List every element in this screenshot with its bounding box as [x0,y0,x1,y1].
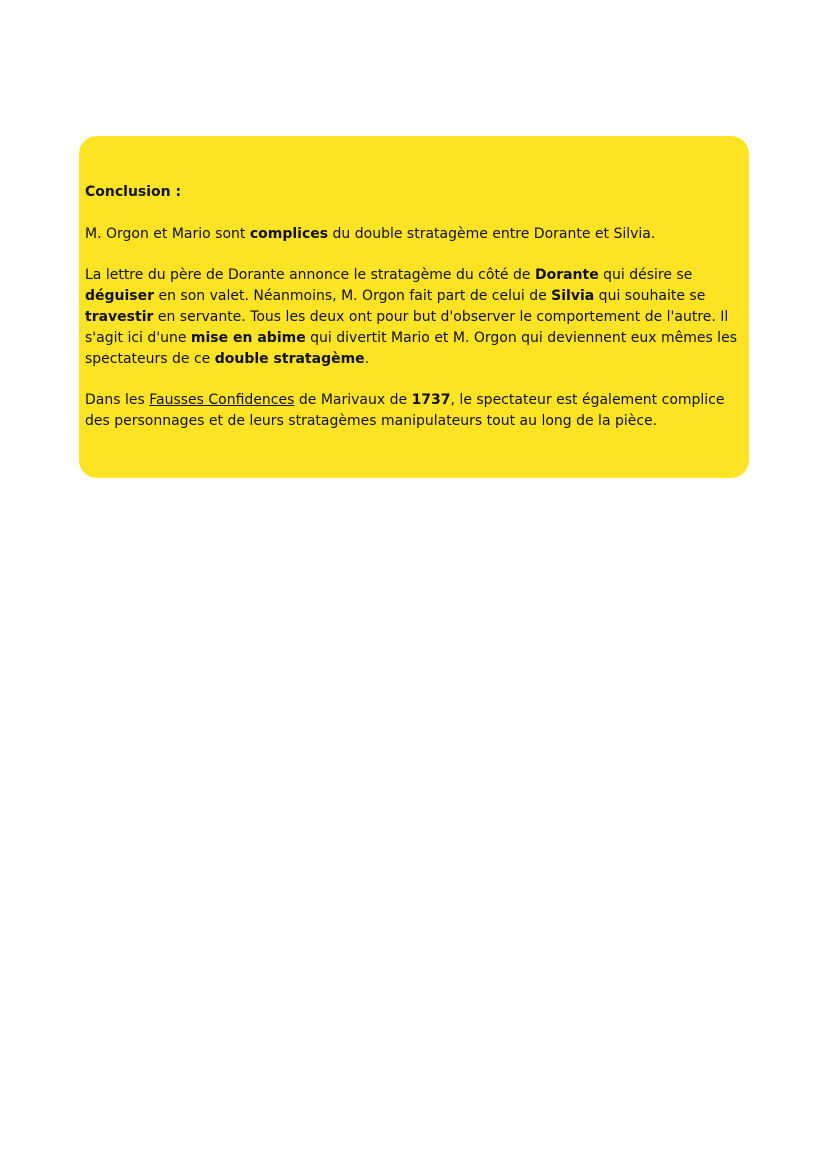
text-span: qui désire se [598,267,693,283]
text-span: en servante. Tous les deux ont pour but d'observer le comportement de l'autre. Il s'agit ici d'une [85,309,729,346]
bold-complices: complices [249,226,329,242]
text-span: qui divertit Mario et M. Orgon qui deviennent eux mêmes les spectateurs de ce [85,330,737,367]
bold-deguiser: déguiser [85,288,155,304]
underlined-title-fausses-confidences: Fausses Confidences [149,392,295,408]
text-span: qui souhaite se [594,288,706,304]
text-span: Dans les [85,392,150,408]
text-span: de Marivaux de [294,392,412,408]
text-span: . [364,351,370,367]
conclusion-paragraph-2 [85,265,739,370]
conclusion-box [79,136,749,478]
text-span: en son valet. Néanmoins, M. Orgon fait part de celui de [154,288,552,304]
bold-mise-en-abime: mise en abime [190,330,306,346]
bold-dorante: Dorante [534,267,599,283]
bold-double-stratageme: double stratagème [214,351,365,367]
conclusion-heading: Conclusion : [85,184,182,200]
bold-silvia: Silvia [551,288,595,304]
conclusion-paragraph-1 [85,224,739,245]
text-span: , le spectateur est également complice des personnages et de leurs stratagèmes manipulateurs tout au long de la pièce. [85,392,725,429]
text-span: M. Orgon et Mario sont [85,226,250,242]
bold-year-1737: 1737 [411,392,451,408]
bold-travestir: travestir [85,309,154,325]
text-span: du double stratagème entre Dorante et Silvia. [328,226,656,242]
conclusion-paragraph-3 [85,390,739,432]
text-span: La lettre du père de Dorante annonce le stratagème du côté de [85,267,535,283]
